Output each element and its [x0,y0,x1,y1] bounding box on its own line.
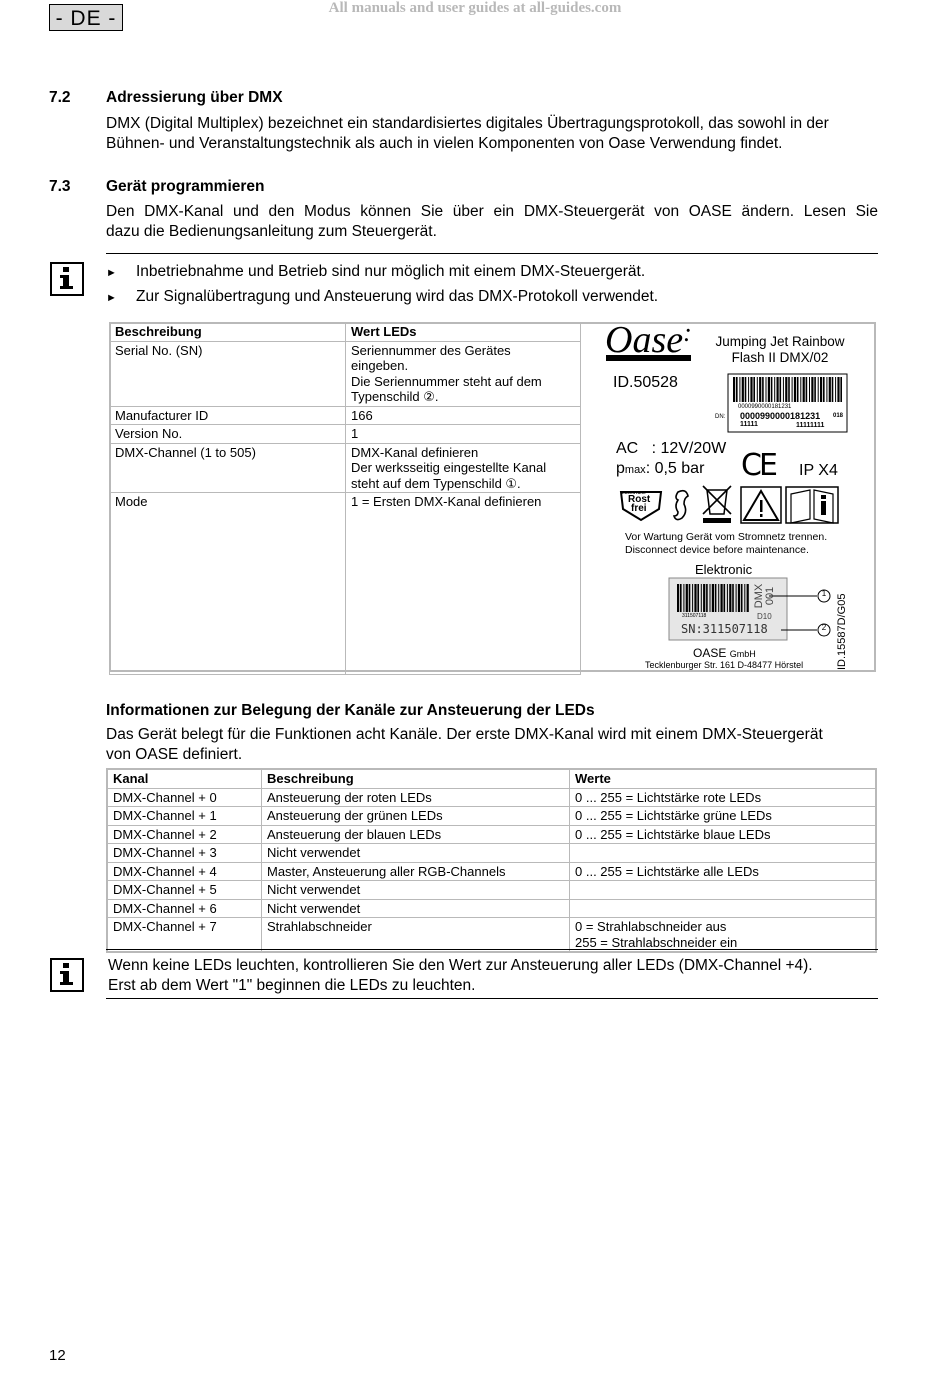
note-text: Inbetriebnahme und Betrieb sind nur möglich mit einem DMX-Steuergerät. [136,263,646,280]
table-cell: DMX-Channel + 0 [107,788,262,807]
doc-id-vertical [835,586,849,670]
barcode-top-main: 0000990000181231 [740,411,821,421]
text-line: Erst ab dem Wert "1" beginnen die LEDs zu leuchten. [108,977,476,994]
cell-line: Seriennummer des Gerätes [351,342,511,358]
table-row [110,425,581,444]
table-row [110,493,581,675]
barcode-top-sub-right: 11111111 [796,422,825,429]
info-icon [50,262,84,296]
company-suffix: GmbH [729,649,756,659]
text-line: DMX (Digital Multiplex) bezeichnet ein standardisiertes digitales Übertragungsprotokoll, das sowohl in der [106,115,829,132]
dmx-channel-vertical [764,582,781,612]
table-cell [346,443,581,493]
table-row [107,862,876,881]
ac-rating: AC : 12V/20W [616,440,727,457]
nameplate [581,318,874,670]
cell-line: Der werksseitig eingestellte Kanal [351,460,547,475]
table-cell: 166 [346,406,581,425]
cell-line: Typenschild ②. [351,389,439,404]
text-line: Wenn keine LEDs leuchten, kontrollieren Sie den Wert zur Ansteuerung aller LEDs (DMX-Channel +4). [108,957,813,974]
d10-label: D10 [757,612,772,621]
column-header: Beschreibung [262,769,570,788]
pmax-sub: max [624,464,646,476]
note2-text [108,956,813,996]
pmax-rating [616,460,704,478]
table-cell: DMX-Channel + 3 [107,844,262,863]
table-cell: Nicht verwendet [262,881,570,900]
barcode-top-sub-left: 11111 [740,421,758,428]
bullet-arrow-icon: ► [106,267,117,279]
table-cell: Ansteuerung der grünen LEDs [262,807,570,826]
section-7-2-text [106,114,829,154]
dmx-channel-text: 001 [764,586,777,606]
table-cell: Manufacturer ID [110,406,346,425]
table-cell: DMX-Channel + 7 [107,918,262,953]
section-7-2-title: Adressierung über DMX [106,89,283,106]
table-cell: 0 ... 255 = Lichtstärke blaue LEDs [570,825,877,844]
text-line: Bühnen- und Veranstaltungstechnik als auch in vielen Komponenten von Oase Verwendung findet. [106,135,783,152]
info-icon [50,958,84,992]
warning-line: Vor Wartung Gerät vom Stromnetz trennen. [625,531,828,543]
section-7-3-title: Gerät programmieren [106,178,265,195]
table-cell: 0 ... 255 = Lichtstärke grüne LEDs [570,807,877,826]
section-7-3-text [106,202,878,242]
language-tag: - DE - [49,4,123,31]
product-name [709,334,851,366]
table-cell [570,899,877,918]
table-cell [570,918,877,953]
page-number: 12 [49,1347,66,1364]
callout-label-2: 2 [821,623,827,632]
brand-text: Oase [605,319,684,361]
table-cell: Nicht verwendet [262,899,570,918]
sn-small: 311507118 [682,613,707,619]
ip-rating: IP X4 [799,462,838,479]
note-rule-top [106,253,878,254]
table-cell [570,881,877,900]
bullet-arrow-icon: ► [106,292,117,304]
watermark: All manuals and user guides at all-guides.com [328,0,622,16]
product-line: Flash II DMX/02 [731,350,829,365]
brand-logo [605,318,692,362]
doc-id-text: ID.15587D/G05 [836,593,848,670]
company-name [693,646,756,660]
maintenance-warning [625,531,827,557]
note-text: Zur Signalübertragung und Ansteuerung wird das DMX-Protokoll verwendet. [136,288,659,305]
cell-line: 0 = Strahlabschneider aus [575,919,727,934]
column-header: Beschreibung [110,323,346,342]
table-cell: Ansteuerung der roten LEDs [262,788,570,807]
seahorse-icon [674,491,688,520]
table-row [107,881,876,900]
table-cell: 1 = Ersten DMX-Kanal definieren [346,493,581,675]
warning-triangle-icon [741,487,781,523]
dmx-vertical-text: DMX [753,583,766,609]
rost-frei-text [628,495,650,513]
note-list [106,260,658,310]
table-cell: Serial No. (SN) [110,341,346,406]
table-cell: Mode [110,493,346,675]
section-7-2-number: 7.2 [49,89,71,106]
column-header: Wert LEDs [346,323,581,342]
barcode-top-small: 0000990000181231 [738,404,792,410]
table-cell: Version No. [110,425,346,444]
list-item [106,260,658,285]
section-7-3-number: 7.3 [49,178,71,195]
dn-label: DN: [715,414,726,420]
barcode-top-suffix: 018 [833,413,844,419]
ce-mark: CE [741,448,775,483]
cell-line: 255 = Strahlabschneider ein [575,934,738,950]
table-row [110,443,581,493]
table-cell [570,844,877,863]
pmax-p: p [616,460,625,477]
company-text: OASE [693,646,727,660]
rost-frei-top: EDELSTAHL [622,490,646,495]
table-cell: Ansteuerung der blauen LEDs [262,825,570,844]
rost-frei-line: Rost [628,494,651,505]
table-cell: 0 ... 255 = Lichtstärke rote LEDs [570,788,877,807]
table-header-row [110,323,581,342]
note2-rule-bottom [106,998,878,999]
table-row [107,788,876,807]
list-item [106,285,658,310]
column-header: Werte [570,769,877,788]
manual-book-icon [786,487,838,523]
column-header: Kanal [107,769,262,788]
weee-bin-icon [703,486,731,523]
company-address: Tecklenburger Str. 161 D-48477 Hörstel [645,660,804,670]
table-cell [346,341,581,406]
text-line: dazu die Bedienungsanleitung zum Steuergerät. [106,223,437,240]
table-cell: Strahlabschneider [262,918,570,953]
table-row [107,825,876,844]
table-row [107,899,876,918]
channels-title: Informationen zur Belegung der Kanäle zur Ansteuerung der LEDs [106,702,595,719]
serial-number: SN:311507118 [681,622,768,636]
table-cell: DMX-Channel (1 to 505) [110,443,346,493]
warning-line: Disconnect device before maintenance. [625,544,809,556]
table-cell: DMX-Channel + 2 [107,825,262,844]
table-row [107,844,876,863]
rost-frei-line: frei [631,503,647,514]
table-cell: DMX-Channel + 5 [107,881,262,900]
product-line: Jumping Jet Rainbow [715,334,845,349]
table-row [107,807,876,826]
channel-table [106,768,877,953]
cell-line: steht auf dem Typenschild ①. [351,475,521,491]
brand-dots-icon: : [683,318,692,347]
note2-rule-top [106,949,878,950]
table-cell: DMX-Channel + 6 [107,899,262,918]
param-table [109,322,581,675]
table-cell: 0 ... 255 = Lichtstärke alle LEDs [570,862,877,881]
table-header-row [107,769,876,788]
pmax-value: : 0,5 bar [645,460,705,477]
cell-line: eingeben. [351,358,409,373]
table-cell: Nicht verwendet [262,844,570,863]
table-row [110,406,581,425]
text-line: von OASE definiert. [106,746,243,763]
table-cell: DMX-Channel + 1 [107,807,262,826]
cell-line: Die Seriennummer steht auf dem [351,373,542,389]
table-row [110,341,581,406]
device-id: ID.50528 [613,374,678,391]
elektronic-label: Elektronic [695,562,753,577]
text-line: Das Gerät belegt für die Funktionen acht Kanäle. Der erste DMX-Kanal wird mit einem DMX-Steuergerät [106,726,823,743]
table-cell: Master, Ansteuerung aller RGB-Channels [262,862,570,881]
cell-line: DMX-Kanal definieren [351,444,479,460]
table-cell: 1 [346,425,581,444]
callout-label-1: 1 [821,589,827,598]
table-row [107,918,876,953]
text-line: Den DMX-Kanal und den Modus können Sie über ein DMX-Steuergerät von OASE ändern. Lesen Sie [106,203,878,220]
table-cell: DMX-Channel + 4 [107,862,262,881]
channels-text [106,725,823,765]
